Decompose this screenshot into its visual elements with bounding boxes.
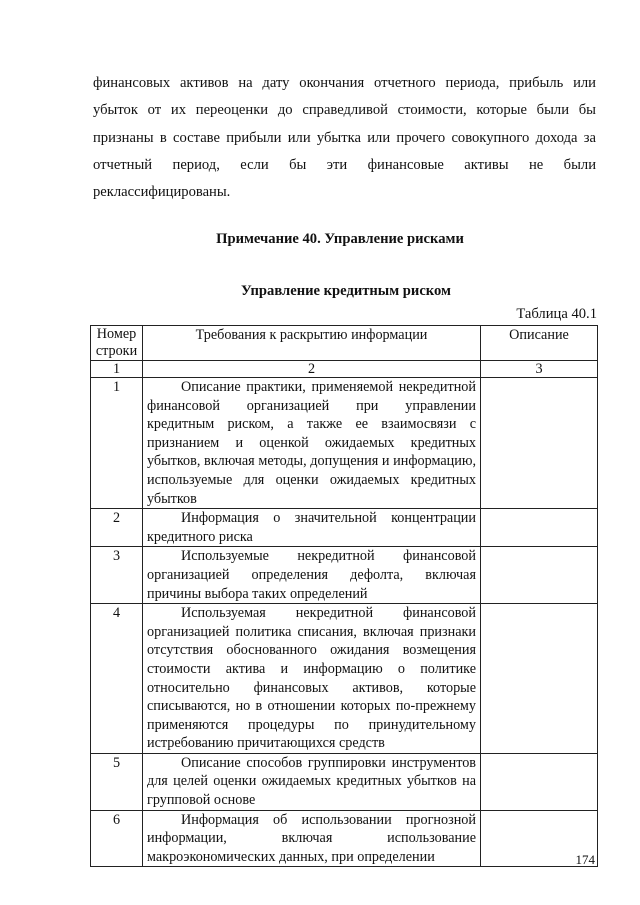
intro-last-line: реклассифицированы. [93,184,231,200]
row-requirement: Информация об использовании прогнозной информации, включая использование макроэкономических данных, при определении [143,810,481,867]
row-description [481,753,598,810]
header-description: Описание [481,326,598,361]
row-requirement: Используемые некредитной финансовой организацией определения дефолта, включая причины выбора таких определений [143,547,481,604]
header-requirement: Требования к раскрытию информации [143,326,481,361]
intro-line: признаны в составе прибыли или убытка или прочего совокупного дохода за [93,129,596,146]
intro-line: убыток от их переоценки до справедливой стоимости, которые были бы [93,102,596,119]
intro-line: отчетный период, если бы эти финансовые активы не были [93,156,596,173]
row-description [481,378,598,509]
row-number: 1 [91,378,143,509]
intro-line: финансовых активов на дату окончания отчетного периода, прибыль или [93,75,596,91]
row-requirement: Описание способов группировки инструментов для целей оценки ожидаемых кредитных убытков на групповой основе [143,753,481,810]
table-row [91,753,598,810]
row-number: 5 [91,753,143,810]
row-number: 3 [91,547,143,604]
column-index: 2 [143,361,481,378]
column-index: 1 [91,361,143,378]
row-number: 2 [91,509,143,547]
table-label: Таблица 40.1 [516,306,597,322]
intro-paragraph [93,70,596,179]
table-row [91,509,598,547]
row-description [481,604,598,754]
row-requirement: Описание практики, применяемой некредитной финансовой организацией при управлении кредитным риском, а также ее взаимосвязи с признанием и оценкой ожидаемых кредитных убытков, включая методы, допущения и информацию, используемые для оценки ожидаемых кредитных убытков [143,378,481,509]
page-number: 174 [575,852,595,867]
disclosure-table [90,325,598,867]
table-row [91,810,598,867]
section-heading: Управление кредитным риском [241,283,451,299]
table-row [91,604,598,754]
note-heading: Примечание 40. Управление рисками [216,231,464,247]
row-number: 6 [91,810,143,867]
row-description [481,547,598,604]
row-requirement: Информация о значительной концентрации кредитного риска [143,509,481,547]
header-row-number: Номер строки [91,326,143,361]
column-index: 3 [481,361,598,378]
row-description [481,509,598,547]
table-index-row [91,361,598,378]
table-row [91,547,598,604]
table-row [91,378,598,509]
row-requirement: Используемая некредитной финансовой организацией политика списания, включая признаки отсутствия обоснованного ожидания возмещения стоимости актива и информацию о политике относительно финансовых активов, которые списываются, но в отношении которых по-прежнему применяются процедуры по принудительному истребованию причитающихся средств [143,604,481,754]
table-header-row [91,326,598,361]
row-number: 4 [91,604,143,754]
